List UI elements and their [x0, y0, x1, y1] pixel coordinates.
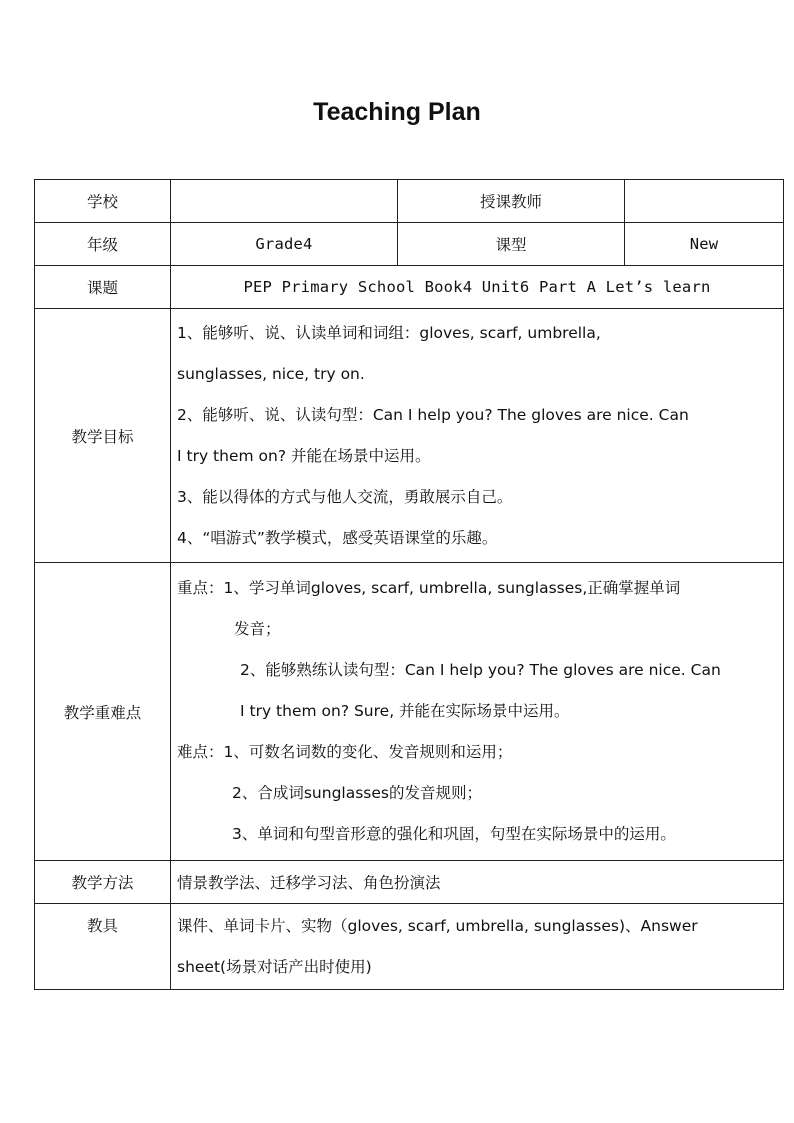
aids-line: sheet(场景对话产出时使用): [177, 957, 372, 976]
school-label: 学校: [35, 180, 171, 223]
grade-row: [35, 223, 784, 266]
aids-row: [35, 904, 784, 990]
lesson-type-label: 课型: [398, 223, 625, 266]
key-point-line: 重点：1、学习单词gloves, scarf, umbrella, sunglasses,正确掌握单词: [177, 579, 681, 597]
objectives-row: [35, 309, 784, 563]
topic-row: [35, 266, 784, 309]
difficulty-line: 3、单词和句型音形意的强化和巩固，句型在实际场景中的运用。: [232, 825, 676, 843]
objective-line: sunglasses, nice, try on.: [177, 364, 365, 383]
difficulty-line: 难点：1、可数名词数的变化、发音规则和运用；: [177, 743, 513, 761]
grade-label: 年级: [35, 223, 171, 266]
objectives-label: 教学目标: [35, 309, 171, 563]
key-points-label: 教学重难点: [35, 563, 171, 861]
school-value: [171, 180, 398, 223]
methods-row: [35, 861, 784, 904]
key-points-content: [171, 563, 784, 861]
topic-value: PEP Primary School Book4 Unit6 Part A Let’s learn: [171, 266, 784, 309]
grade-value: Grade4: [171, 223, 398, 266]
objective-line: 4、“唱游式”教学模式，感受英语课堂的乐趣。: [177, 528, 498, 547]
aids-label: 教具: [35, 904, 171, 990]
objectives-content: [171, 309, 784, 563]
school-row: [35, 180, 784, 223]
objective-line: I try them on? 并能在场景中运用。: [177, 446, 431, 465]
aids-line: 课件、单词卡片、实物（gloves, scarf, umbrella, sunglasses)、Answer: [177, 916, 698, 935]
page-title: Teaching Plan: [313, 98, 481, 126]
methods-label: 教学方法: [35, 861, 171, 904]
topic-label: 课题: [35, 266, 171, 309]
objective-line: 3、能以得体的方式与他人交流，勇敢展示自己。: [177, 487, 513, 506]
difficulty-line: 2、合成词sunglasses的发音规则；: [232, 784, 482, 802]
teaching-plan-table: [34, 179, 784, 990]
objective-line: 2、能够听、说、认读句型：Can I help you? The gloves are nice. Can: [177, 405, 689, 424]
lesson-type-value: New: [625, 223, 784, 266]
teacher-value: [625, 180, 784, 223]
methods-value: 情景教学法、迁移学习法、角色扮演法: [171, 861, 784, 904]
objective-line: 1、能够听、说、认读单词和词组：gloves, scarf, umbrella,: [177, 323, 601, 342]
key-points-row: [35, 563, 784, 861]
aids-content: [171, 904, 784, 990]
key-point-line: 2、能够熟练认读句型：Can I help you? The gloves are nice. Can: [240, 661, 721, 679]
teacher-label: 授课教师: [398, 180, 625, 223]
key-point-line: 发音；: [234, 620, 281, 638]
key-point-line: I try them on? Sure, 并能在实际场景中运用。: [240, 702, 570, 720]
